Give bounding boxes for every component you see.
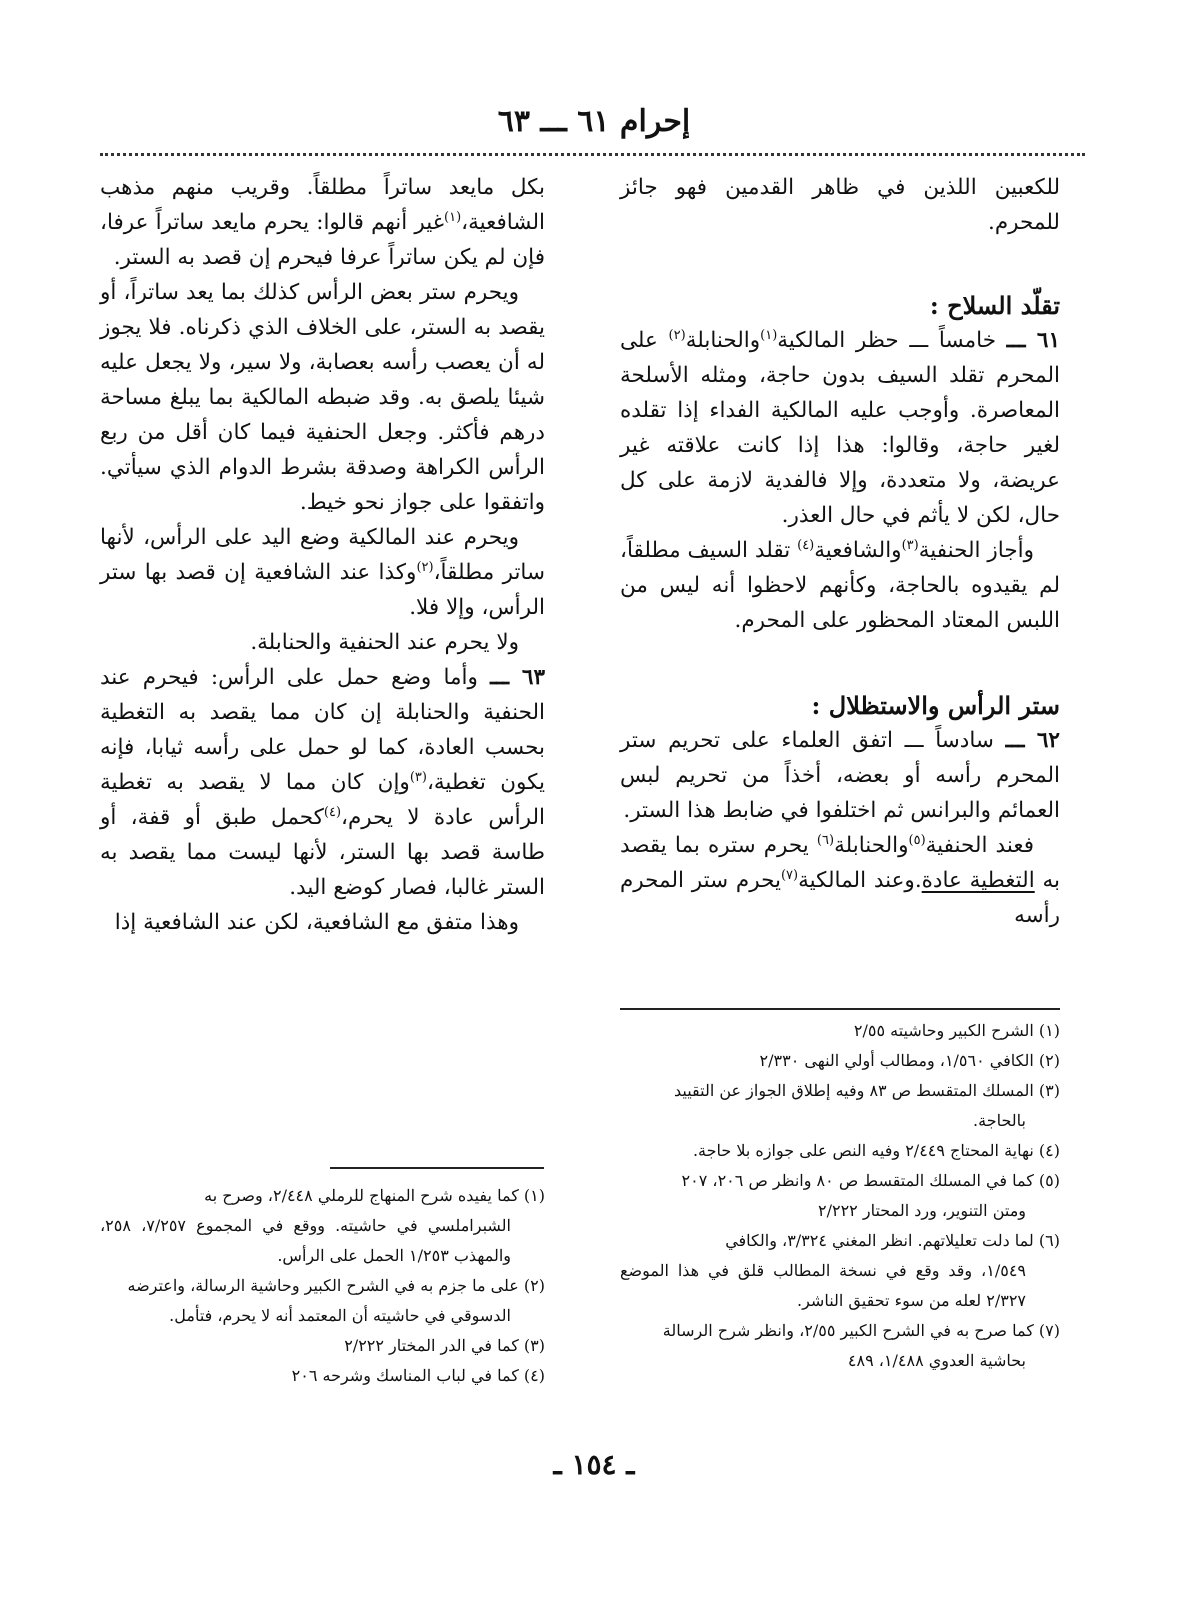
left-paragraph-3: ويحرم عند المالكية وضع اليد على الرأس، لأنها ساتر مطلقاً،$^{(٢)}$وكذا عند الشافعية إن قصد بها ستر الرأس، وإلا فلا.	[100, 525, 546, 620]
footnote-left-2-cont: الدسوقي في حاشيته أن المعتمد أنه لا يحرم، فتأمل.	[169, 1306, 511, 1325]
left-column	[100, 170, 545, 940]
footnote-mark: (٤)	[797, 537, 815, 553]
header-dotted-rule	[100, 153, 1085, 156]
left-paragraph-2: ويحرم ستر بعض الرأس كذلك بما يعد ساتراً، أو يقصد به الستر، على الخلاف الذي ذكرناه. فلا يجوز له أن يعصب رأسه بعصابة، ولا سير، ولا يجعل عليه شيئا يلصق به. وقد ضبطه المالكية بما يبلغ مساحة درهم فأكثر. وجعل الحنفية فيما كان أقل من ربع الرأس الكراهة وصدقة بشرط الدوام الذي سيأتي. واتفقوا على جواز نحو خيط.	[100, 280, 545, 515]
paragraph-61: ٦١ ـــ خامساً ـــ حظر المالكية$^{(١)}$والحنابلة$^{(٢)}$ على المحرم تقلد السيف بدون حاجة، ومثله الأسلحة المعاصرة. وأوجب عليه المالكية الفداء إذا تقلده لغير حاجة، وقالوا: هذا إذا كانت علاقته غير عريضة، ولا متعددة، وإلا فالفدية لازمة على كل حال، لكن لا يأثم في حال العذر.	[620, 327, 1060, 528]
footnote-mark: (٣)	[901, 537, 919, 553]
footnote-mark: (٤)	[323, 804, 342, 820]
heading-weapon: تقلّد السلاح :	[929, 291, 1060, 320]
page-header: إحرام ٦١ ـــ ٦٣	[497, 104, 691, 139]
footnote-mark: (١)	[444, 209, 462, 225]
footnote-right-6: (٦) لما دلت تعليلاتهم. انظر المغني ٣/٣٢٤، والكافي	[725, 1231, 1060, 1250]
paragraph-number-63: ٦٣ ـــ	[490, 665, 545, 690]
footnote-right-5: (٥) كما في المسلك المتقسط ص ٨٠ وانظر ص ٢٠٦، ٢٠٧	[681, 1171, 1060, 1190]
left-paragraph-4: ولا يحرم عند الحنفية والحنابلة.	[250, 630, 519, 655]
paragraph-63: ٦٣ ـــ وأما وضع حمل على الرأس: فيحرم عند الحنفية والحنابلة إن كان مما يقصد به التغطية بحسب العادة، كما لو حمل على رأسه ثيابا، فإنه يكون تغطية،$^{(٣)}$وإن كان مما لا يقصد به تغطية الرأس عادة لا يحرم،$^{(٤)}$كحمل طبق أو قفة، أو طاسة قصد بها الستر، لأنها ليست مما يقصد به الستر غالبا، فصار كوضع اليد.	[100, 665, 545, 900]
footnote-mark: (٦)	[816, 832, 835, 848]
footnote-left-3: (٣) كما في الدر المختار ٢/٢٢٢	[344, 1336, 545, 1355]
footnote-mark: (١)	[760, 327, 778, 343]
footnote-mark: (٥)	[908, 832, 926, 848]
footnote-right-4: (٤) نهاية المحتاج ٢/٤٤٩ وفيه النص على جوازه بلا حاجة.	[692, 1141, 1060, 1160]
footnote-left-2: (٢) على ما جزم به في الشرح الكبير وحاشية الرسالة، واعترضه	[127, 1276, 545, 1295]
footnote-right-6-cont: ١/٥٤٩، وقد وقع في نسخة المطالب قلق في هذا الموضع ٢/٣٢٧ لعله من سوء تحقيق الناشر.	[620, 1261, 1026, 1310]
footnote-mark: (٣)	[409, 769, 427, 785]
footnotes-left	[100, 1181, 545, 1391]
footnote-rule-left	[330, 1167, 544, 1169]
left-paragraph-5: وهذا متفق مع الشافعية، لكن عند الشافعية إذا	[114, 910, 519, 935]
footnote-right-1: (١) الشرح الكبير وحاشيته ٢/٥٥	[853, 1021, 1060, 1040]
left-paragraph-1: بكل مايعد ساتراً مطلقاً. وقريب منهم مذهب الشافعية،$^{(١)}$غير أنهم قالوا: يحرم مايعد ساتراً عرفا، فإن لم يكن ساتراً عرفا فيحرم إن قصد به الستر.	[100, 175, 545, 270]
footnote-mark: (٢)	[416, 559, 434, 575]
paragraph-62-continued: فعند الحنفية$^{(٥)}$والحنابلة$^{(٦)}$ يحرم ستره بما يقصد به التغطية عادة.وعند المالكية$^{(٧)}$يحرم ستر المحرم رأسه	[620, 832, 1060, 928]
footnote-left-1: (١) كما يفيده شرح المنهاج للرملي ٢/٤٤٨، وصرح به	[204, 1186, 545, 1205]
footnote-right-3-cont: بالحاجة.	[973, 1111, 1026, 1130]
footnote-right-2: (٢) الكافي ١/٥٦٠، ومطالب أولي النهى ٢/٣٣٠	[759, 1051, 1060, 1070]
footnotes-right	[620, 1016, 1060, 1376]
footnote-right-3: (٣) المسلك المتقسط ص ٨٣ وفيه إطلاق الجواز عن التقييد	[673, 1081, 1060, 1100]
footnote-right-5-cont: ومتن التنوير، ورد المحتار ٢/٢٢٢	[817, 1201, 1026, 1220]
paragraph-62: ٦٢ ـــ سادساً ـــ اتفق العلماء على تحريم ستر المحرم رأسه أو بعضه، أخذاً من تحريم لبس العمائم والبرانس ثم اختلفوا في ضابط هذا الستر.	[620, 728, 1060, 823]
paragraph-61-continued: وأجاز الحنفية$^{(٣)}$والشافعية$^{(٤)}$ تقلد السيف مطلقاً، لم يقيدوه بالحاجة، وكأنهم لاحظوا أنه ليس من اللبس المعتاد المحظور على المحرم.	[620, 537, 1060, 633]
paragraph-number-61: ٦١ ـــ	[1006, 328, 1060, 353]
right-column	[620, 170, 1060, 933]
footnote-rule-right	[620, 1008, 1060, 1010]
footnote-mark: (٢)	[668, 327, 686, 343]
page-number: ـ ١٥٤ ـ	[553, 1448, 635, 1481]
footnote-right-7-cont: بحاشية العدوي ١/٤٨٨، ٤٨٩	[847, 1351, 1026, 1370]
intro-line: للكعبين اللذين في ظاهر القدمين فهو جائز للمحرم.	[620, 175, 1060, 235]
paragraph-number-62: ٦٢ ـــ	[1005, 728, 1060, 753]
footnote-right-7: (٧) كما صرح به في الشرح الكبير ٢/٥٥، وانظر شرح الرسالة	[662, 1321, 1060, 1340]
footnote-left-4: (٤) كما في لباب المناسك وشرحه ٢٠٦	[291, 1366, 545, 1385]
footnote-left-1-cont: الشبراملسي في حاشيته. ووقع في المجموع ٧/٢٥٧، ٢٥٨، والمهذب ١/٢٥٣ الحمل على الرأس.	[100, 1216, 511, 1265]
heading-cover: ستر الرأس والاستظلال :	[811, 691, 1060, 720]
footnote-mark: (٧)	[780, 867, 799, 883]
